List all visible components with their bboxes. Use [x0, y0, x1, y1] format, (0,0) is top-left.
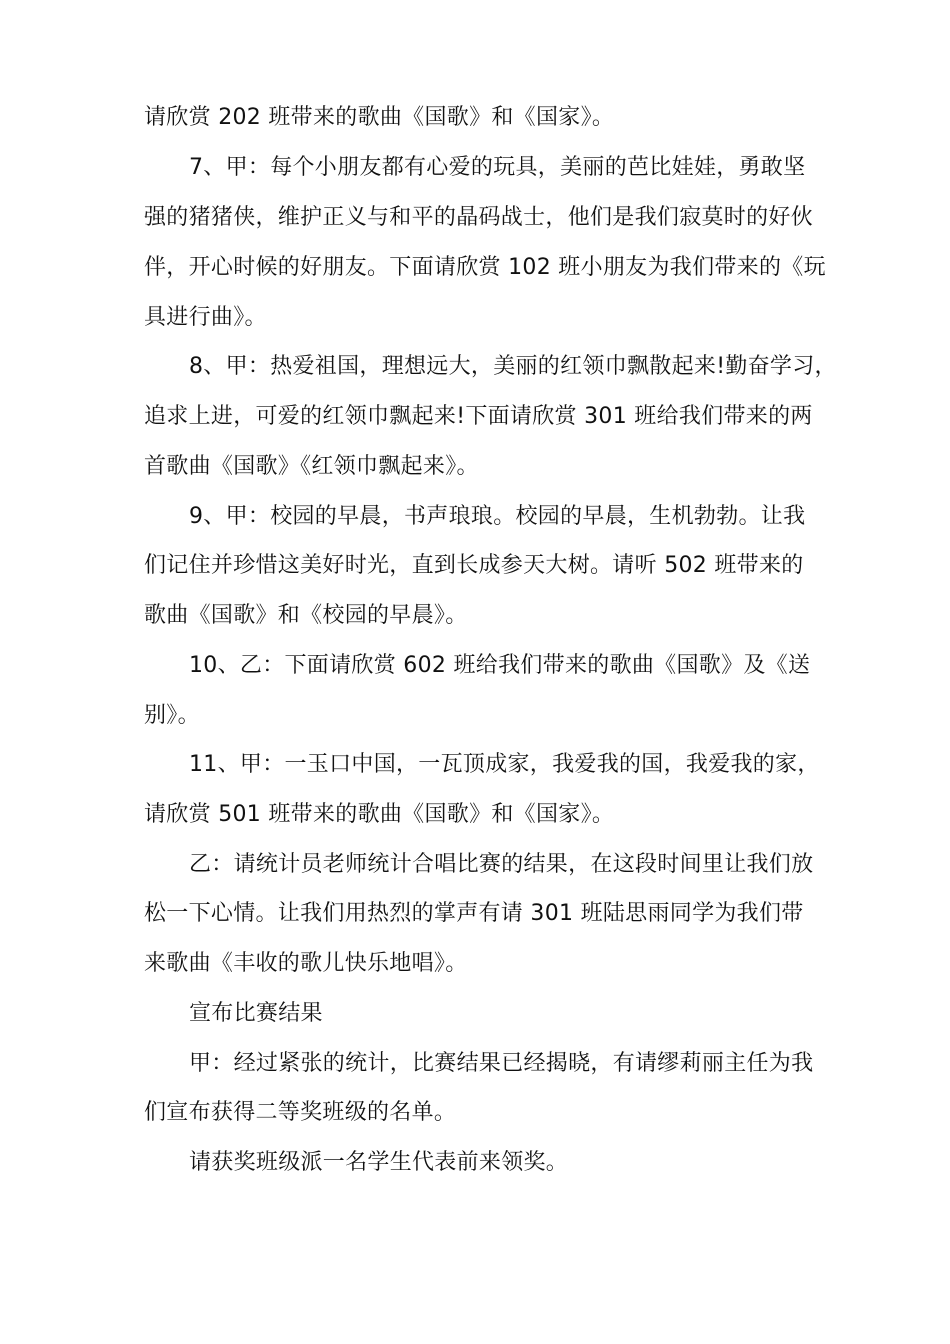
- text-line: 松一下心情。让我们用热烈的掌声有请 301 班陆思雨同学为我们带: [144, 901, 804, 926]
- text-line: 伴，开心时候的好朋友。下面请欣赏 102 班小朋友为我们带来的《玩: [144, 255, 826, 280]
- text-line: 乙：请统计员老师统计合唱比赛的结果，在这段时间里让我们放: [189, 852, 814, 877]
- text-line: 们记住并珍惜这美好时光，直到长成参天大树。请听 502 班带来的: [144, 553, 804, 578]
- text-line: 首歌曲《国歌》《红领巾飘起来》。: [144, 454, 479, 479]
- text-line: 追求上进，可爱的红领巾飘起来!下面请欣赏 301 班给我们带来的两: [144, 404, 813, 429]
- text-line: 11、甲：一玉口中国，一瓦顶成家，我爱我的国，我爱我的家，: [189, 752, 820, 777]
- text-line: 歌曲《国歌》和《校园的早晨》。: [144, 603, 468, 628]
- text-line: 8、甲：热爱祖国，理想远大，美丽的红领巾飘散起来!勤奋学习，: [189, 354, 837, 379]
- section-heading: 宣布比赛结果: [189, 1001, 323, 1026]
- text-line: 10、乙：下面请欣赏 602 班给我们带来的歌曲《国歌》及《送: [189, 653, 811, 678]
- text-line: 甲：经过紧张的统计，比赛结果已经揭晓，有请缪莉丽主任为我: [189, 1051, 814, 1076]
- text-line: 来歌曲《丰收的歌儿快乐地唱》。: [144, 951, 468, 976]
- text-line: 别》。: [144, 703, 200, 728]
- text-line: 请获奖班级派一名学生代表前来领奖。: [189, 1150, 569, 1175]
- text-line: 9、甲：校园的早晨，书声琅琅。校园的早晨，生机勃勃。让我: [189, 504, 806, 529]
- text-line: 强的猪猪侠，维护正义与和平的晶码战士，他们是我们寂莫时的好伙: [144, 205, 814, 230]
- text-line: 具进行曲》。: [144, 305, 267, 330]
- text-line: 7、甲：每个小朋友都有心爱的玩具，美丽的芭比娃娃，勇敢坚: [189, 155, 806, 180]
- text-line: 请欣赏 501 班带来的歌曲《国歌》和《国家》。: [144, 802, 615, 827]
- text-line: 们宣布获得二等奖班级的名单。: [144, 1100, 457, 1125]
- text-line: 请欣赏 202 班带来的歌曲《国歌》和《国家》。: [144, 105, 615, 130]
